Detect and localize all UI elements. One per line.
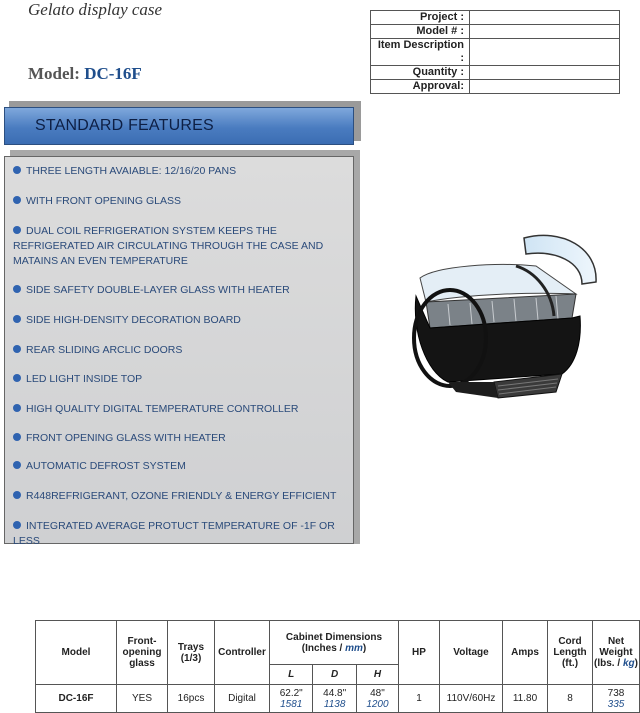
feature-item	[13, 313, 343, 328]
bullet-icon	[13, 196, 21, 204]
bullet-icon	[13, 374, 21, 382]
features-panel	[4, 156, 354, 547]
header-line: )	[362, 642, 367, 654]
standard-features-banner	[4, 107, 354, 145]
gelato-case-illustration	[386, 232, 598, 402]
model-number-label: Model # :	[371, 25, 470, 39]
cell-model: DC-16F	[36, 685, 117, 713]
feature-text: HIGH QUALITY DIGITAL TEMPERATURE CONTROLLER	[26, 403, 299, 415]
quantity-row	[371, 66, 620, 80]
feature-item	[13, 402, 343, 417]
col-front-opening-header	[117, 621, 168, 685]
col-model-header: Model	[36, 621, 117, 685]
feature-item	[13, 164, 343, 179]
feature-item	[13, 489, 343, 504]
feature-text: LED LIGHT INSIDE TOP	[26, 373, 143, 385]
cell-front-opening: YES	[117, 685, 168, 713]
feature-item	[13, 194, 343, 209]
quantity-value	[470, 66, 620, 80]
feature-text: SIDE HIGH-DENSITY DECORATION BOARD	[26, 314, 241, 326]
bullet-icon	[13, 315, 21, 323]
feature-text: REAR SLIDING ARCLIC DOORS	[26, 344, 183, 356]
cell-weight-kg: 335	[607, 698, 625, 710]
cell-L	[270, 685, 313, 713]
project-label: Project :	[371, 11, 470, 25]
header-line: (1/3)	[180, 652, 202, 664]
feature-text: THREE LENGTH AVAIABLE: 12/16/20 PANS	[26, 165, 237, 177]
bullet-icon	[13, 226, 21, 234]
feature-item	[13, 372, 343, 387]
model-number-value	[470, 25, 620, 39]
project-info-table	[370, 10, 620, 94]
spec-table	[35, 620, 640, 713]
col-H-header: H	[356, 665, 398, 685]
feature-text: FRONT OPENING GLASS WITH HEATER	[26, 432, 226, 444]
cell-H-mm: 1200	[366, 698, 389, 710]
cell-L-mm: 1581	[280, 698, 303, 710]
bullet-icon	[13, 521, 21, 529]
model-label: Model:	[28, 64, 80, 83]
col-cabinet-header	[270, 621, 399, 665]
col-weight-header	[593, 621, 640, 685]
spec-header-row	[36, 621, 640, 665]
col-D-header: D	[313, 665, 356, 685]
cell-weight-lbs: 738	[607, 687, 625, 699]
header-line: Weight	[599, 647, 633, 658]
col-L-header: L	[270, 665, 313, 685]
bullet-icon	[13, 461, 21, 469]
cell-weight	[593, 685, 640, 713]
bullet-icon	[13, 345, 21, 353]
feature-text: R448REFRIGERANT, OZONE FRIENDLY & ENERGY EFFICIENT	[26, 490, 337, 502]
header-line: Cord	[558, 636, 582, 647]
spec-data-row	[36, 685, 640, 713]
header-line: Net	[607, 636, 625, 647]
cell-hp: 1	[399, 685, 440, 713]
header-line: (ft.)	[561, 658, 579, 669]
header-line: Length	[553, 647, 587, 658]
cell-trays: 16pcs	[168, 685, 215, 713]
feature-item	[13, 519, 343, 549]
feature-text: INTEGRATED AVERAGE PROTUCT TEMPERATURE OF -1F OR LESS	[13, 520, 335, 547]
feature-item	[13, 283, 343, 298]
quantity-label: Quantity :	[371, 66, 470, 80]
model-value: DC-16F	[84, 64, 142, 83]
feature-text: DUAL COIL REFRIGERATION SYSTEM KEEPS THE REFRIGERATED AIR CIRCULATING THROUGH THE CASE AND MATAINS AN EVEN TEMPERATURE	[13, 225, 324, 267]
header-line: glass	[129, 658, 155, 669]
cell-cord: 8	[548, 685, 593, 713]
col-amps-header: Amps	[503, 621, 548, 685]
bullet-icon	[13, 404, 21, 412]
bullet-icon	[13, 491, 21, 499]
bullet-icon	[13, 285, 21, 293]
header-line: )	[634, 658, 638, 669]
approval-row	[371, 80, 620, 94]
item-description-row	[371, 39, 620, 66]
bullet-icon	[13, 166, 21, 174]
header-line: Front-	[127, 636, 157, 647]
feature-text: AUTOMATIC DEFROST SYSTEM	[26, 460, 186, 472]
cell-D-mm: 1138	[323, 698, 346, 710]
cell-L-inches: 62.2"	[279, 687, 303, 699]
header-unit-kg: kg	[622, 658, 635, 669]
bullet-icon	[13, 433, 21, 441]
header-unit-mm: mm	[345, 642, 363, 654]
approval-label: Approval:	[371, 80, 470, 94]
col-trays-header	[168, 621, 215, 685]
col-hp-header: HP	[399, 621, 440, 685]
project-row	[371, 11, 620, 25]
header-line: Trays	[177, 641, 205, 653]
feature-text: SIDE SAFETY DOUBLE-LAYER GLASS WITH HEATER	[26, 284, 290, 296]
col-controller-header: Controller	[215, 621, 270, 685]
header-line: Cabinet Dimensions	[285, 631, 383, 643]
cell-amps: 11.80	[503, 685, 548, 713]
feature-text: WITH FRONT OPENING GLASS	[26, 195, 181, 207]
header-line: opening	[122, 647, 162, 658]
header-line: (Inches /	[301, 642, 346, 654]
cell-voltage: 110V/60Hz	[440, 685, 503, 713]
cell-D-inches: 44.8"	[323, 687, 347, 699]
feature-item	[13, 343, 343, 358]
cell-H	[356, 685, 398, 713]
standard-features-heading: STANDARD FEATURES	[35, 117, 214, 134]
feature-item	[13, 459, 343, 474]
model-number-row	[371, 25, 620, 39]
cell-H-inches: 48"	[370, 687, 385, 699]
item-description-value	[470, 39, 620, 66]
project-value	[470, 11, 620, 25]
model-line	[28, 64, 142, 84]
header-line: (lbs. /	[594, 658, 623, 669]
approval-value	[470, 80, 620, 94]
document-title: Gelato display case	[28, 0, 163, 19]
feature-item	[13, 431, 343, 446]
col-voltage-header: Voltage	[440, 621, 503, 685]
cell-D	[313, 685, 356, 713]
item-description-label: Item Description :	[371, 39, 470, 66]
col-cord-header	[548, 621, 593, 685]
feature-item	[13, 224, 343, 269]
cell-controller: Digital	[215, 685, 270, 713]
